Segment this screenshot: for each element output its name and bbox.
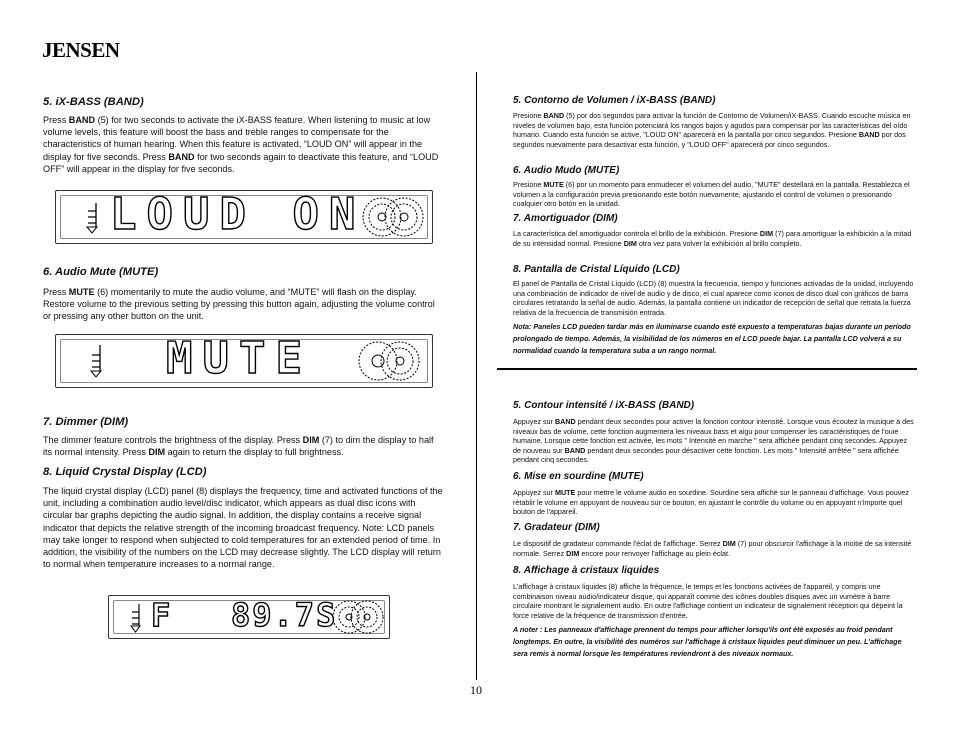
bold-button-name: BAND <box>68 115 96 125</box>
heading-es-lcd: 8. Pantalla de Cristal Líquido (LCD) <box>513 264 680 275</box>
paragraph-es-dimmer: La característica del amortiguador controla el brillo de la exhibición. Presione DIM (7) para amortiguar la exhibición a la mitad de su intensidad normal. Presione DIM otra vez para volver la exhibición al brillo completo. <box>513 229 912 248</box>
heading-es-mute: 6. Audio Mudo (MUTE) <box>513 165 620 176</box>
signal-bars-icon <box>84 201 106 235</box>
lcd-illustration-loud-on <box>55 190 433 244</box>
lcd-illustration-frequency <box>108 595 390 639</box>
bold-button-name: DIM <box>722 539 736 548</box>
dual-disc-icon <box>356 195 428 239</box>
paragraph-en-ixbass: Press BAND (5) for two seconds to activate the iX-BASS feature. When listening to music at low volume levels, this feature will boost the bass and treble ranges to compensate for the characteristics of human hearing. When this feature is activated, “LOUD ON” will appear in the display for five seconds. Press BAND for two seconds again to deactivate this feature, and “LOUD OFF” will appear in the display for five seconds. <box>43 115 439 174</box>
paragraph-fr-lcd: L'affichage à cristaux liquides (8) affiche la fréquence, le temps et les fonctions activées de l'appareil, y compris une combinaison niveau audio/indicateur disque, qui apparaît comme des icônes doubles disques avec un vumètre à barre circulaire montrant le signalement audio. En outre l'affichage contient un indicateur de signalement réception qui dépeint la force relative de la fréquence de transmission d'entrée. <box>513 582 903 620</box>
paragraph-fr-dimmer: Le dispositif de gradateur commande l'éclat de l'affichage. Serrez DIM (7) pour obscurcir l'affichage à la moitié de sa intensité normale. Serrez DIM encore pour renvoyer l'affichage au plein éclat. <box>513 539 912 558</box>
heading-fr-lcd: 8. Affichage à cristaux liquides <box>513 565 660 576</box>
note-fr: A noter : Les panneaux d'affichage prennent du temps pour afficher lorsqu'ils ont été exposés au froid pendant longtemps. En outre, la visibilité des numéros sur l'affichage à cristaux liquides peut diminuer un peu. L'affichage sera remis à normal lorsque les températures reviendront à des niveaux normaux. <box>513 625 902 658</box>
paragraph-en-lcd: The liquid crystal display (LCD) panel (8) displays the frequency, time and activated functions of the unit, including a combination audio level/disc indicator, which appears as dual disc icons with circular bar graphs depicting the audio signal. In addition, the display contains a receive signal indicator that depicts the relative strength of the incoming broadcast frequency. Note: LCD panels may take longer to respond when subjected to cold temperatures for an extended period of time. In addition, the visibility of the numbers on the LCD may decrease slightly. The LCD display will return to normal when temperature increases to a normal range. <box>43 486 443 570</box>
signal-bars-icon <box>88 343 110 379</box>
column-divider <box>476 72 477 680</box>
paragraph-es-mute: Presione MUTE (6) por un momento para enmudecer el volumen del audio, "MUTE" destellará en la pantalla. Restablezca el volumen a la configuración previa presionando este botón nuevamente, ajustando el control de volumen o presionando cualquier otro botón en la unidad. <box>513 180 910 209</box>
lcd-text: MUTE <box>166 333 312 384</box>
bold-button-name: BAND <box>554 417 576 426</box>
paragraph-fr-ixbass: Appuyez sur BAND pendant deux secondes pour activer la fonction contour intensité. Lorsque vous écoutez la musique à des niveaux bas de volume, cette fonction augmentera les niveaux bass et aigu pour compenser les caractéristiques de l'ouie humaine. Lorsque cette fonction est activée, les mots " Intensité en marche " sera affichée pendant cinq secondes. Appuyez de nouveau sur BAND pendant deux secondes pour désactiver cette fonction. Les mots " Intensité arrêtée " sera affichée pendant cinq secondes. <box>513 417 914 465</box>
paragraph-es-ixbass: Presione BAND (5) por dos segundos para activar la función de Contorno de Volumen/iX-BASS. Cuando escuche música en niveles de volumen bajo, esta función potenciará los rangos bajos y agudos para compensar por las características del oído humano. Cuando esta función se active, "LOUD ON" aparecerá en la pantalla por cinco segundos. Presione BAND por dos segundos nuevamente para desactivar esta función, y "LOUD OFF" aparecerá por cinco segundos. <box>513 111 911 149</box>
bold-button-name: DIM <box>302 435 320 445</box>
lcd-illustration-mute <box>55 334 433 388</box>
heading-en-dimmer: 7. Dimmer (DIM) <box>43 416 129 428</box>
lcd-frequency-band: F <box>151 596 175 634</box>
note-es: Nota: Paneles LCD pueden tardar más en iluminarse cuando esté expuesto a temperaturas bajas durante un período prolongado de tiempo. Además, la visibilidad de los números en el LCD puede bajar. La pantalla LCD volverá a su normalidad cuando la temperatura suba a un rango normal. <box>513 322 911 355</box>
heading-en-ixbass: 5. iX-BASS (BAND) <box>43 96 144 108</box>
heading-fr-dimmer: 7. Gradateur (DIM) <box>513 522 600 533</box>
bold-button-name: MUTE <box>543 180 564 189</box>
heading-es-dimmer: 7. Amortiguador (DIM) <box>513 213 618 224</box>
page-number: 10 <box>470 683 482 697</box>
lcd-frequency-value: 89.7S <box>231 596 338 634</box>
bold-button-name: DIM <box>148 447 166 458</box>
bold-button-name: BAND <box>168 151 195 162</box>
dual-disc-icon <box>329 598 387 636</box>
section-divider <box>497 368 917 370</box>
paragraph-en-dimmer: The dimmer feature controls the brightness of the display. Press DIM (7) to dim the display to half its normal intensity. Press DIM again to return the display to full brightness. <box>43 435 434 458</box>
bold-button-name: BAND <box>564 445 586 455</box>
paragraph-fr-mute: Appuyez sur MUTE pour mettre le volume audio en sourdine. Sourdine sera affiché sur le panneau d'affichage. Vous pouvez rétablir le volume en appuyant de nouveau sur ce bouton, en ajustant le contrôle du volume ou en appuyant n'importe quel bouton de l'appareil. <box>513 488 909 517</box>
heading-en-mute: 6. Audio Mute (MUTE) <box>43 266 159 278</box>
brand-logo: JENSEN <box>42 38 120 62</box>
paragraph-es-lcd: El panel de Pantalla de Cristal Líquido (LCD) (8) muestra la frecuencia, tiempo y funciones activadas de la unidad, incluyendo una combinación de indicador de nivel de audio y de disco, el cual aparece como iconos de disco dual con gráficos de barra circulares retratando la señal de audio. Además, la pantalla contiene un indicador de recepción de señal que retrata la fuerza relativa de la frecuencia de transmisión entrada. <box>513 279 914 317</box>
signal-bars-icon <box>129 602 149 634</box>
heading-es-ixbass: 5. Contorno de Volumen / iX-BASS (BAND) <box>513 95 716 106</box>
lcd-text: LOUD ON <box>110 189 366 240</box>
paragraph-en-mute: Press MUTE (6) momentarily to mute the audio volume, and “MUTE” will flash on the display. Restore volume to the previous setting by pressing this button again, adjusting the volume control or pressing any other button on the unit. <box>43 287 435 322</box>
heading-en-lcd: 8. Liquid Crystal Display (LCD) <box>43 466 207 478</box>
heading-fr-mute: 6. Mise en sourdine (MUTE) <box>513 471 644 482</box>
bold-button-name: DIM <box>759 229 774 238</box>
dual-disc-icon <box>352 339 424 383</box>
bold-button-name: DIM <box>566 548 580 558</box>
heading-fr-ixbass: 5. Contour intensité / iX-BASS (BAND) <box>513 400 695 411</box>
bold-button-name: BAND <box>858 130 880 140</box>
bold-button-name: MUTE <box>554 488 576 497</box>
bold-button-name: MUTE <box>68 287 95 297</box>
bold-button-name: BAND <box>543 111 565 120</box>
bold-button-name: DIM <box>623 238 637 248</box>
